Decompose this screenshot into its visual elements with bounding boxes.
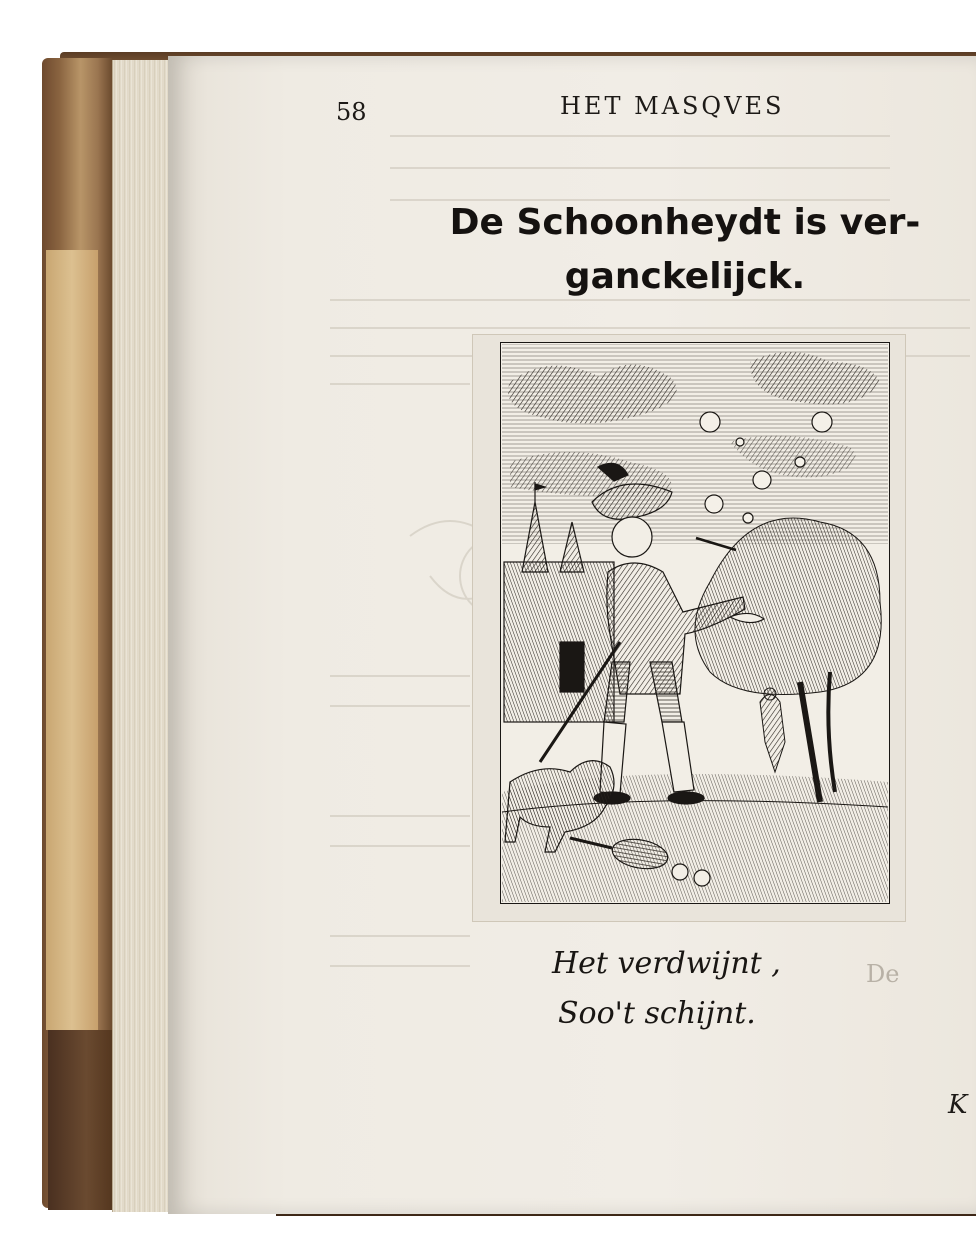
worn-cover-patch	[46, 250, 98, 1030]
emblem-title-line-2: ganckelijck.	[564, 256, 806, 297]
running-head: HET MASQVES	[560, 92, 785, 120]
right-edge-letter: K	[948, 1090, 968, 1120]
motto-line-2: Soo't schijnt.	[558, 996, 756, 1031]
page-edges	[112, 60, 171, 1212]
engraving-illustration	[500, 342, 890, 904]
emblem-title	[430, 196, 940, 304]
emblem-title-line-1: De Schoonheydt is ver-	[449, 202, 921, 243]
catchword: De	[866, 960, 900, 988]
motto-line-1: Het verdwijnt ,	[552, 946, 781, 981]
cover-bottom-corner	[48, 1030, 112, 1210]
page-number: 58	[336, 98, 367, 126]
